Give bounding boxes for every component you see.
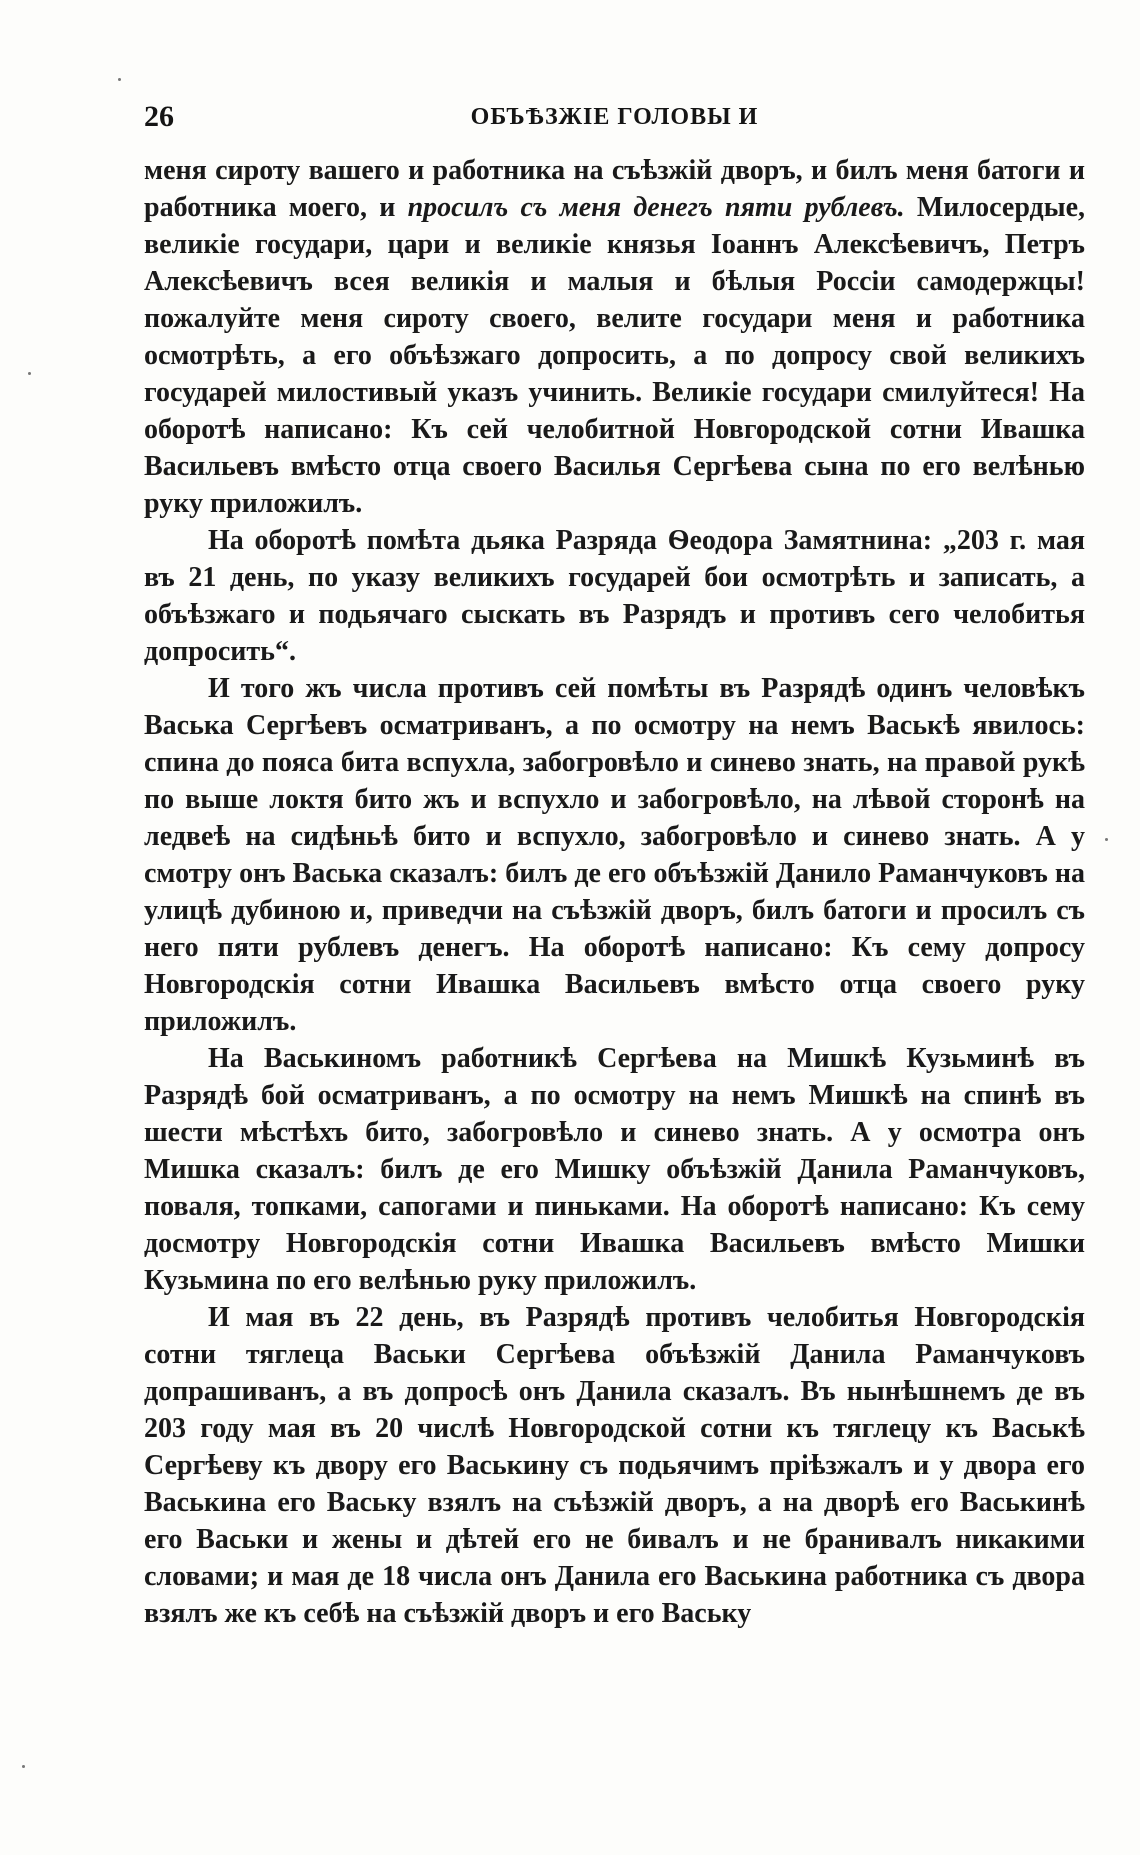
- scan-speck: [118, 78, 121, 81]
- scan-speck: [1105, 838, 1108, 841]
- paragraph-1: [144, 152, 1085, 522]
- scan-speck: [22, 1765, 25, 1768]
- paragraph-5: И мая въ 22 день, въ Разрядѣ противъ челобитья Новгородскія сотни тяглеца Васьки Сергѣева объѣзжій Данила Раманчуковъ допрашиванъ, а въ допросѣ онъ Данила сказалъ. Въ нынѣшнемъ де въ 203 году мая въ 20 числѣ Новгородской сотни къ тяглецу къ Васькѣ Сергѣеву къ двору его Васькину съ подьячимъ пріѣзжалъ и у двора его Васькина его Ваську взялъ на съѣзжій дворъ, а на дворѣ его Васькинѣ его Васьки и жены и дѣтей его не бивалъ и не бранивалъ никакими словами; и мая де 18 числа онъ Данила его Васькина работника съ двора взялъ же къ себѣ на съѣзжій дворъ и его Ваську: [144, 1302, 1085, 1629]
- paragraph-4: На Васькиномъ работникѣ Сергѣева на Мишкѣ Кузьминѣ въ Разрядѣ бой осматриванъ, а по осмотру на немъ Мишкѣ на спинѣ въ шести мѣстѣхъ бито, забогровѣло и синево знать. А у осмотра онъ Мишка сказалъ: билъ де его Мишку объѣзжій Данила Раманчуковъ, поваля, топками, сапогами и пиньками. На оборотѣ написано: Къ сему досмотру Новгородскія сотни Ивашка Васильевъ вмѣсто Мишки Кузьмина по его велѣнью руку приложилъ.: [144, 1043, 1085, 1296]
- running-title: ОБЪѢЗЖІЕ ГОЛОВЫ И: [470, 104, 759, 130]
- paragraph-1-part-1: меня сироту вашего и работника на съѣзжій дворъ, и билъ меня батоги и работника моего, и: [144, 155, 1085, 223]
- paragraph-1-italic-phrase: просилъ съ меня денегъ пяти рублевъ.: [407, 192, 905, 223]
- paragraph-1-part-3: Милосердые, великіе государи, цари и великіе князья Іоаннъ Алексѣевичъ, Петръ Алексѣевичъ всея великія и малыя и бѣлыя Россіи самодержцы! пожалуйте меня сироту своего, велите государи меня и работника осмотрѣть, а его объѣзжаго допросить, а по допросу свой великихъ государей милостивый указъ учинить. Великіе государи смилуйтеся! На оборотѣ написано: Къ сей челобитной Новгородской сотни Ивашка Васильевъ вмѣсто отца своего Василья Сергѣева сына по его велѣнью руку приложилъ.: [144, 192, 1086, 519]
- paragraph-3: И того жъ числа противъ сей помѣты въ Разрядѣ одинъ человѣкъ Васька Сергѣевъ осматриванъ, а по осмотру на немъ Васькѣ явилось: спина до пояса бита вспухла, забогровѣло и синево знать, на правой рукѣ по выше локтя бито жъ и вспухло и забогровѣло, на лѣвой сторонѣ на ледвеѣ на сидѣньѣ бито и вспухло, забогровѣло и синево знать. А у смотру онъ Васька сказалъ: билъ де его объѣзжій Данило Раманчуковъ на улицѣ дубиною и, приведчи на съѣзжій дворъ, билъ батоги и просилъ съ него пяти рублевъ денегъ. На оборотѣ написано: Къ сему допросу Новгородскія сотни Ивашка Васильевъ вмѣсто отца своего руку приложилъ.: [144, 673, 1085, 1037]
- scan-speck: [28, 372, 31, 375]
- page-header: [144, 100, 1085, 140]
- page-number: 26: [144, 100, 174, 133]
- body-text: [144, 152, 1085, 1632]
- paragraph-2: На оборотѣ помѣта дьяка Разряда Ѳеодора Замятнина: „203 г. мая въ 21 день, по указу великихъ государей бои осмотрѣть и записать, а объѣзжаго и подьячаго сыскать въ Разрядъ и противъ сего челобитья допросить“.: [144, 525, 1085, 667]
